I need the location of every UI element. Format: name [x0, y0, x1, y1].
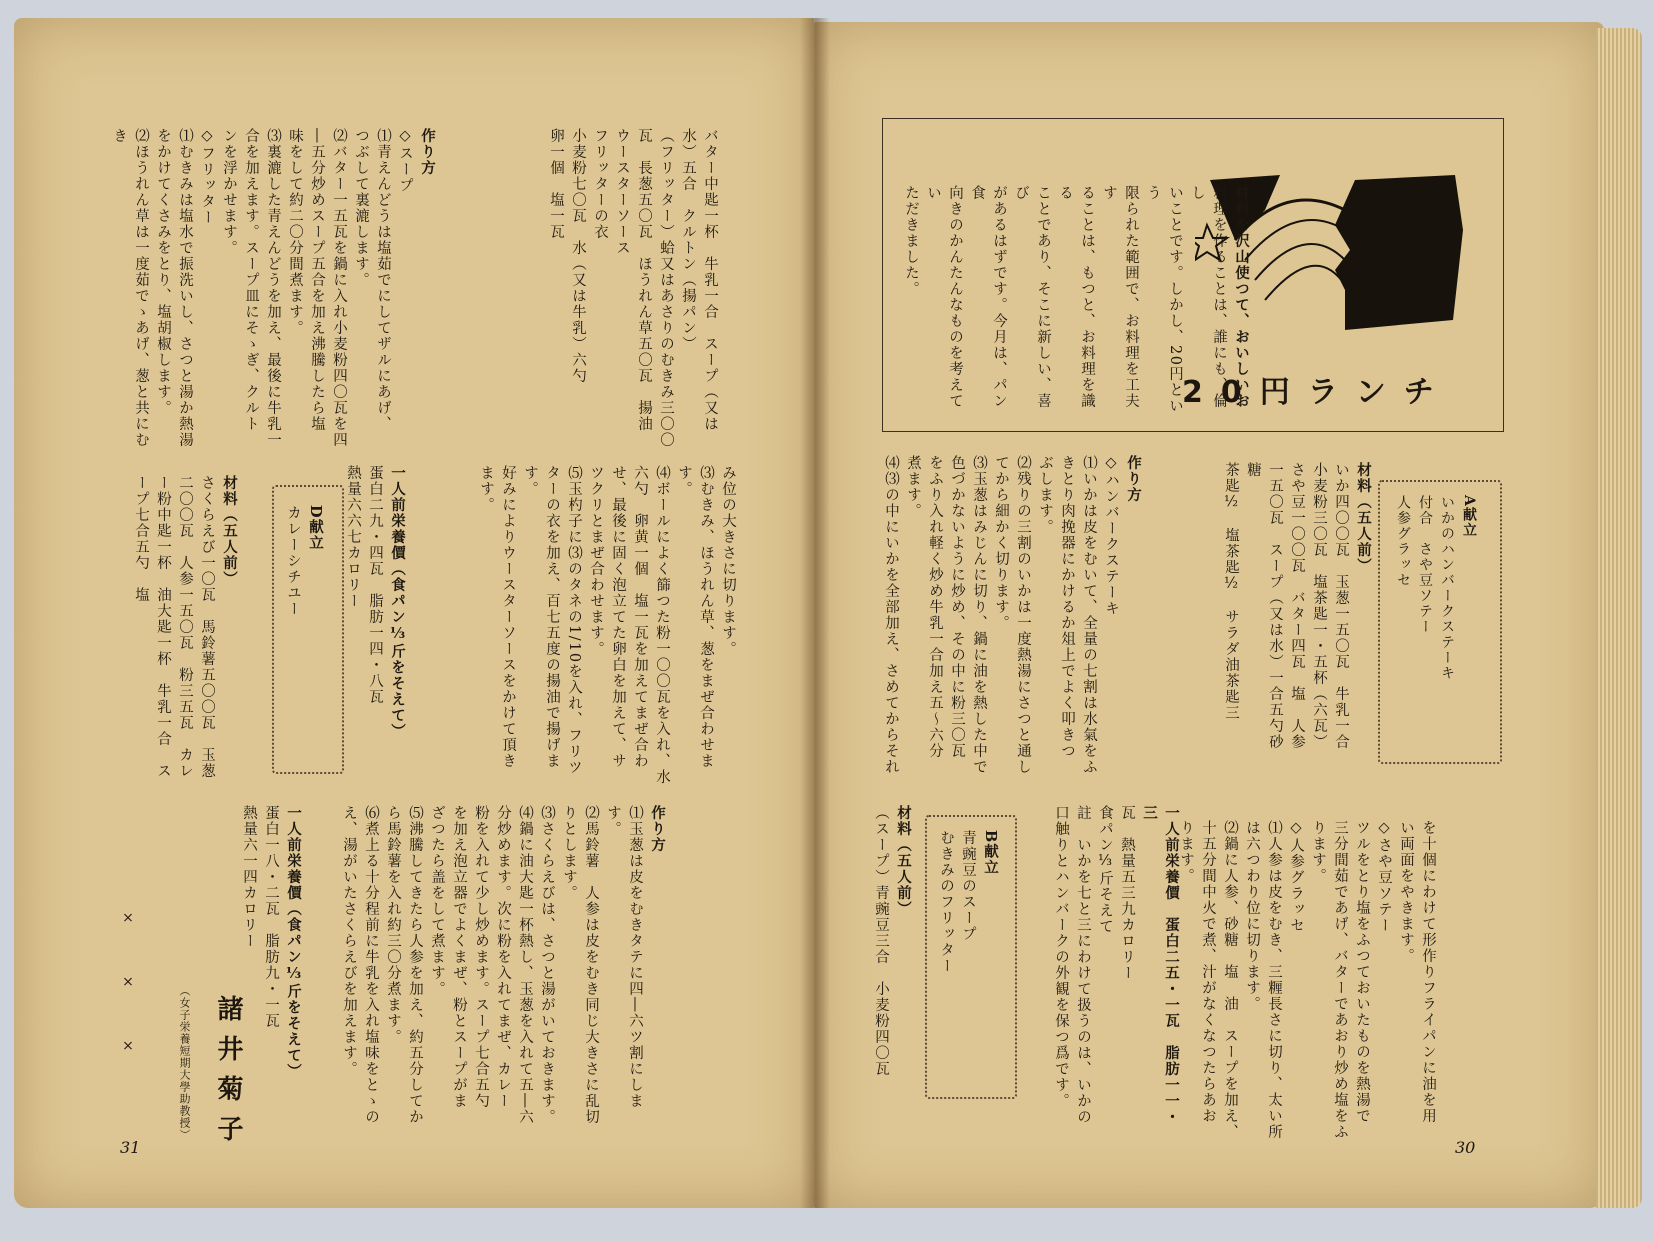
- text-line: ⑴青えんどうは塩茹でにしてザルにあげ、: [375, 128, 391, 432]
- text-line: 水）五合 クルトン（揚パン）: [680, 128, 696, 352]
- text-line: ⑶むきみ、ほうれん草、葱をまぜ合わせます。: [676, 465, 714, 769]
- menu-a-nutrition: [1050, 805, 1182, 1135]
- text-line: （スープ）青豌豆三合 小麦粉四〇瓦: [873, 805, 889, 1077]
- text-line: ⑷⑶の中にいかを全部加え、さめてからそれ: [883, 455, 899, 775]
- text-line: 味をして約二〇分間煮ます。: [287, 128, 303, 336]
- text-line: カレーシチユー: [285, 505, 301, 617]
- menu-a: [1392, 495, 1480, 755]
- page-title: 20円ランチ: [1182, 375, 1452, 410]
- text-line: 粉を入れて少し炒めます。スープ七合五勺: [473, 805, 489, 1109]
- text-line: バター中匙一杯 牛乳一合 スープ（又は: [702, 128, 718, 432]
- text-line: 材料（五人前）: [895, 805, 912, 917]
- text-line: 瓦 長葱五〇瓦 ほうれん草五〇瓦 揚油: [636, 128, 652, 432]
- text-line: ⑴人参は皮をむき、三糎長さに切り、太い所: [1266, 820, 1282, 1140]
- text-line: ◇スープ: [397, 128, 413, 194]
- text-line: 限られた範囲で、お料理を工夫す: [1101, 185, 1139, 409]
- page-number-right: 30: [1455, 1138, 1476, 1157]
- text-line: いかのハンバークステーキ: [1439, 495, 1455, 681]
- text-line: 六勺 卵黄一個 塩一瓦を加えてまぜ合わ: [632, 465, 648, 769]
- text-line: 熱量六一四カロリー: [241, 805, 257, 949]
- text-line: す。: [605, 805, 621, 837]
- text-line: を加え泡立器でよくまぜ、粉とスープがま: [451, 805, 467, 1109]
- text-line: す。: [522, 465, 538, 497]
- text-line: 合を加えます。スープ皿にそゝぎ、クルト: [243, 128, 259, 432]
- text-line: 蛋白一八・二瓦 脂肪九・一瓦: [263, 805, 279, 1029]
- menu-a-materials: [1220, 462, 1374, 762]
- text-line: 卵一個 塩一瓦: [548, 128, 564, 240]
- text-line: ⑸沸騰してきたら人参を加え、約五分してか: [407, 805, 423, 1125]
- text-line: ⑸玉杓子に⑶のタネの1/10を入れ、フリツ: [566, 465, 582, 776]
- text-line: 熱量六六七カロリー: [345, 465, 361, 609]
- text-line: ぶします。: [1037, 455, 1053, 535]
- menu-d: [282, 505, 326, 755]
- text-line: ⑴むきみは塩水で振洗いし、さつと湯か熱湯: [177, 128, 193, 448]
- text-line: 料理を作ることは、誰にも、倫し: [1189, 185, 1227, 409]
- text-line: 十五分間中火で煮、汁がなくなつたらあお: [1200, 820, 1216, 1124]
- text-line: 煮ます。: [905, 455, 921, 519]
- text-line: つぶして裏漉します。: [353, 128, 369, 288]
- text-line: ◇人参グラッセ: [1288, 820, 1304, 934]
- text-line: ⑵鍋に人参、砂糖 塩 油 スープを加え、: [1222, 820, 1238, 1140]
- text-line: を十個にわけて形作りフライパンに油を用: [1420, 820, 1436, 1124]
- text-line: え、湯がいたさくらえびを加えます。: [341, 805, 357, 1077]
- text-line: ら馬鈴薯を入れ約三〇分煮ます。: [385, 805, 401, 1045]
- menu-b-nutrition: [342, 465, 408, 785]
- author-affiliation: （女子栄養短期大學助教授）: [178, 985, 191, 1141]
- text-line: 一人前栄養價（食パン⅓斤をそえて）: [285, 805, 302, 1080]
- text-line: 好みによりウースターソースをかけて頂き: [500, 465, 516, 769]
- author-name: 諸井菊子: [213, 995, 243, 1155]
- text-line: D献立: [307, 505, 324, 552]
- text-line: 分炒めます。次に粉を入れてまぜ、カレー: [495, 805, 511, 1109]
- text-line: フリッターの衣: [592, 128, 608, 240]
- menu-b-materials-continued: [545, 128, 721, 458]
- text-line: B献立: [982, 830, 999, 876]
- text-line: ⑵ほうれん草は一度茹でゝあげ、葱と共にむき: [111, 128, 149, 448]
- text-line: ります。: [1310, 820, 1326, 884]
- text-line: 青豌豆のスープ: [960, 830, 976, 942]
- page-edges: [1596, 28, 1642, 1208]
- menu-d-nutrition: [238, 805, 304, 1135]
- menu-a-method-continued: [1175, 820, 1439, 1140]
- text-line: 小麦粉三〇瓦 塩茶匙一・五杯（六瓦）: [1311, 462, 1327, 750]
- page-number-left: 31: [120, 1138, 141, 1157]
- menu-a-method: [880, 455, 1144, 775]
- text-line: ⑵残りの三割のいかは一度熱湯にさつと通し: [1015, 455, 1031, 775]
- text-line: きとり肉挽器にかけるか俎上でよく叩きつ: [1059, 455, 1075, 759]
- text-line: い両面をやきます。: [1398, 820, 1414, 964]
- text-line: 付合 さや豆ソテー: [1417, 495, 1433, 635]
- page-gutter: [800, 18, 830, 1208]
- text-line: をふり入れ軽く炒め牛乳一合加え五～六分: [927, 455, 943, 759]
- text-line: ざつたら盖をして煮ます。: [429, 805, 445, 997]
- text-line: ます。: [478, 465, 494, 513]
- text-line: ⑴玉葱は皮をむきタテに四―六ツ割にしま: [627, 805, 643, 1109]
- text-line: ⑶さくらえびは、さつと湯がいておきます。: [539, 805, 555, 1125]
- text-line: ー粉中匙一杯 油大匙一杯 牛乳一合 ス: [155, 475, 171, 779]
- text-line: 作り方: [419, 128, 436, 176]
- text-line: ⑶裏漉した青えんどうを加え、最後に牛乳一: [265, 128, 281, 448]
- text-line: ◇ハンバークステーキ: [1103, 455, 1119, 617]
- text-line: み位の大きさに切ります。: [720, 465, 736, 657]
- text-line: ープ七合五勺 塩: [133, 475, 149, 603]
- text-line: A献立: [1461, 495, 1477, 539]
- intro-text: [900, 185, 1252, 420]
- text-line: があるはずです。今月は、パン食: [969, 185, 1007, 409]
- text-line: ⑷鍋に油大匙一杯熱し、玉葱を入れて五―六: [517, 805, 533, 1125]
- text-line: 口触りとハンバークの外観を保つ爲です。: [1053, 805, 1069, 1109]
- text-line: 二〇〇瓦 人参一五〇瓦 粉三五瓦 カレ: [177, 475, 193, 779]
- text-line: りとします。: [561, 805, 577, 901]
- text-line: ⑶玉葱はみじんに切り、鍋に油を熱した中で: [971, 455, 987, 775]
- section-end-marks: ×××: [120, 910, 136, 1102]
- text-line: むきみのフリッター: [938, 830, 954, 974]
- text-line: 一人前栄養價 蛋白二五・一瓦 脂肪一一・三: [1141, 805, 1180, 1125]
- text-line: ツルをとり塩をふつておいたものを熱湯で: [1354, 820, 1370, 1124]
- text-line: ◇フリッター: [199, 128, 215, 226]
- text-line: ることは、もつと、お料理を識る: [1057, 185, 1095, 409]
- text-line: 人参グラッセ: [1395, 495, 1411, 588]
- text-line: ターの衣を加え、百七五度の揚油で揚げま: [544, 465, 560, 769]
- text-line: ⑴いかは皮をむいて、全量の七割は水氣をふ: [1081, 455, 1097, 775]
- text-line: ツクリとまぜ合わせます。: [588, 465, 604, 657]
- text-line: 作り方: [1125, 455, 1142, 503]
- text-line: ウースターソース: [614, 128, 630, 256]
- menu-b: [935, 830, 1001, 1080]
- menu-d-method: [338, 805, 668, 1135]
- menu-d-materials: [130, 475, 240, 795]
- text-line: 註 いかを七と三にわけて扱うのは、いかの: [1075, 805, 1091, 1125]
- text-line: 茶匙½ 塩茶匙½ サラダ油茶匙三: [1223, 462, 1239, 721]
- text-line: （フリッター）蛤又はあさりのむきみ三〇〇: [658, 128, 674, 448]
- text-line: をかけてくさみをとり、塩胡椒します。: [155, 128, 171, 416]
- text-line: 作り方: [649, 805, 666, 853]
- text-line: ⑵バター一五瓦を鍋に入れ小麦粉四〇瓦を四: [331, 128, 347, 448]
- menu-b-method-continued: [475, 465, 739, 790]
- text-line: 色づかないように炒め、その中に粉三〇瓦: [949, 455, 965, 759]
- text-line: 小麦粉七〇瓦 水（又は牛乳）六勺: [570, 128, 586, 384]
- text-line: さや豆一〇〇瓦 バター四瓦 塩 人参: [1289, 462, 1305, 750]
- text-line: 瓦 熱量五三九カロリー: [1119, 805, 1135, 981]
- text-line: ⑷ボールによく篩つた粉一〇〇瓦を入れ、水: [654, 465, 670, 785]
- menu-b-method: [108, 128, 438, 458]
- text-line: ⑵馬鈴薯 人参は皮をむき同じ大きさに乱切: [583, 805, 599, 1125]
- text-line: 向きのかんたんなものを考えてい: [925, 185, 963, 409]
- text-line: さくらえび一〇瓦 馬鈴薯五〇〇瓦 玉葱: [199, 475, 215, 779]
- text-line: 材料（五人前）: [221, 475, 238, 587]
- text-line: ただきました。: [903, 185, 919, 297]
- text-line: 三分間茹であげ、バターであおり炒め塩をふ: [1332, 820, 1348, 1140]
- text-line: 一五〇瓦 スープ（又は水）一合五勺砂糖: [1245, 462, 1283, 750]
- text-line: 蛋白二九・四瓦 脂肪一四・八瓦: [367, 465, 383, 705]
- text-line: てから細かく切ります。: [993, 455, 1009, 631]
- text-line: 一人前栄養價（食パン⅓斤をそえて）: [389, 465, 406, 740]
- text-line: ことであり、そこに新しい、喜び: [1013, 185, 1051, 409]
- text-line: ―五分炒めスープ五合を加え沸騰したら塩: [309, 128, 325, 432]
- text-line: ◇さや豆ソテー: [1376, 820, 1392, 934]
- text-line: 材料を沢山使つて、おいしいお: [1233, 185, 1250, 409]
- text-line: は六つわり位に切ります。: [1244, 820, 1260, 1012]
- text-line: 食パン⅓斤そえて: [1097, 805, 1113, 935]
- menu-b-materials: [870, 805, 914, 1105]
- text-line: 材料（五人前）: [1355, 462, 1372, 574]
- text-line: いか四〇〇瓦 玉葱一五〇瓦 牛乳一合: [1333, 462, 1349, 750]
- text-line: ンを浮かせます。: [221, 128, 237, 256]
- text-line: ⑹煮上る十分程前に牛乳を入れ塩味をとゝの: [363, 805, 379, 1125]
- text-line: せ、最後に固く泡立てた卵白を加えて、サ: [610, 465, 626, 769]
- text-line: いことです。しかし、20円という: [1145, 185, 1183, 415]
- text-line: ります。: [1178, 820, 1194, 884]
